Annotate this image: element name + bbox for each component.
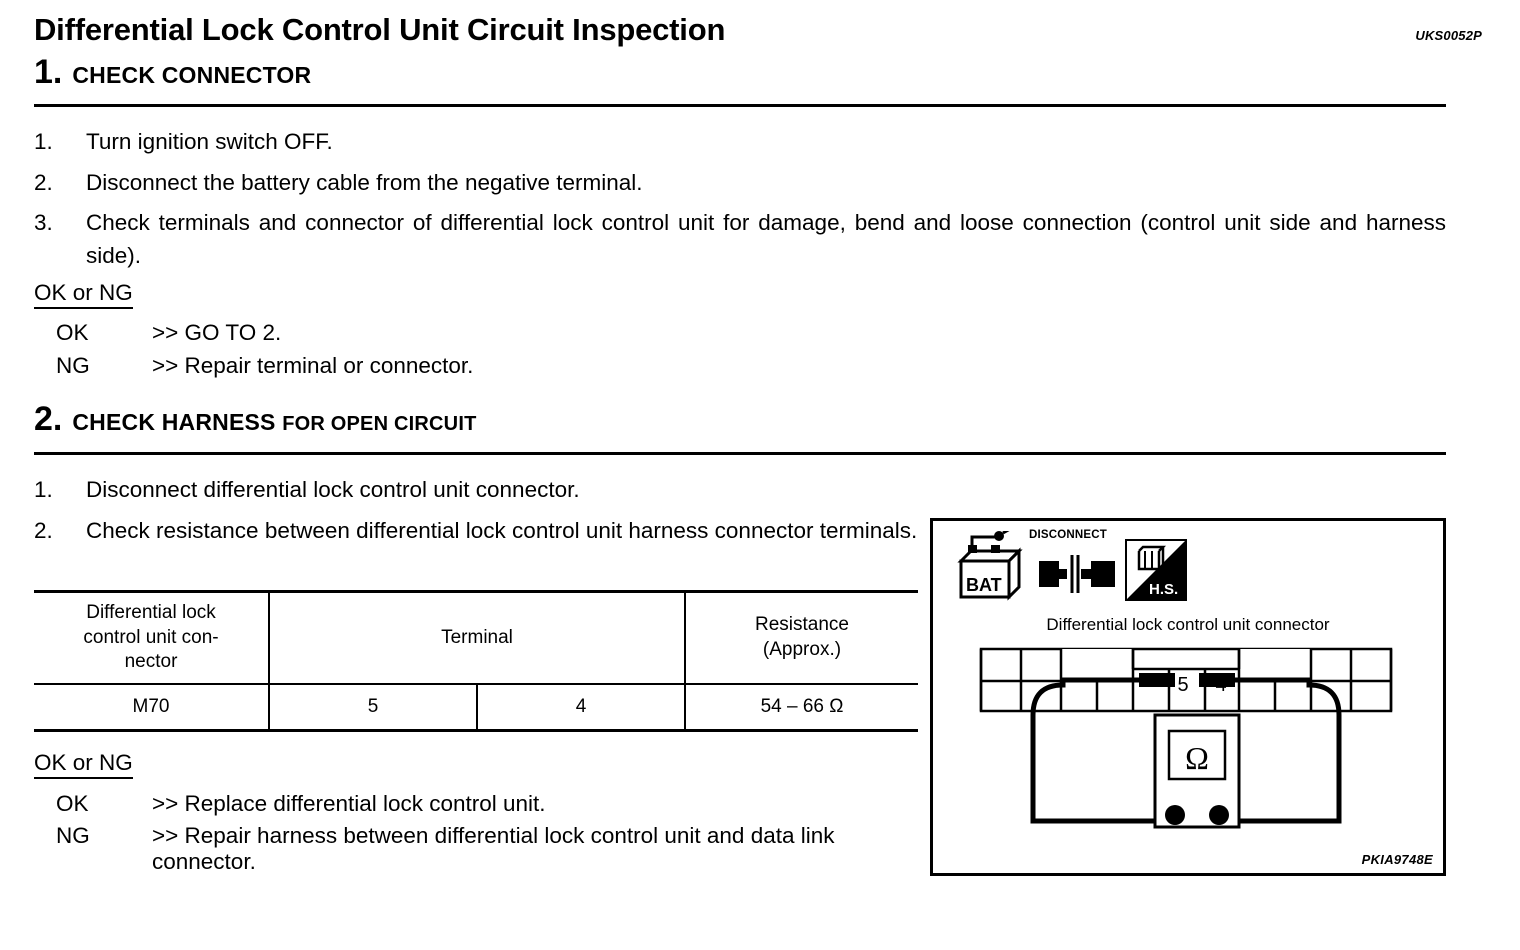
step-1-item-2 <box>34 167 1446 200</box>
result-value: >> GO TO 2. <box>152 320 282 345</box>
step-2-heading <box>34 402 477 436</box>
step-1-result-label: OK or NG <box>34 280 133 309</box>
table-body <box>34 684 918 731</box>
list-text: Check terminals and connector of differential lock control unit for damage, bend and loose connection (control unit side and harness side). <box>86 210 1446 268</box>
step-1-item-3 <box>34 207 1446 272</box>
step-2-number: 2. <box>34 400 63 438</box>
list-text: Check resistance between differential lock control unit harness connector terminals. <box>86 518 918 543</box>
step-1-title: CHECK CONNECTOR <box>72 62 312 88</box>
step-2-result-ng <box>56 823 936 875</box>
list-marker: 3. <box>34 210 53 235</box>
result-value: >> Repair harness between differential lock control unit and data link connector. <box>152 823 835 874</box>
result-key: NG <box>56 823 90 848</box>
result-value: >> Repair terminal or connector. <box>152 353 474 378</box>
hs-icon <box>1125 539 1187 601</box>
table-header <box>34 592 918 685</box>
battery-label: BAT <box>966 575 1002 595</box>
step-2-result-label: OK or NG <box>34 750 133 779</box>
list-text: Disconnect differential lock control unit connector. <box>86 477 580 502</box>
header-connector-line3: nector <box>124 651 178 673</box>
disconnect-icon <box>1035 551 1119 597</box>
list-marker: 1. <box>34 129 53 154</box>
figure-caption: Differential lock control unit connector <box>1046 615 1330 634</box>
pin-label-4: 4 <box>1215 674 1227 696</box>
step-2-title <box>72 409 476 436</box>
connector-diagram <box>933 639 1449 879</box>
list-marker: 2. <box>34 518 53 543</box>
pin-label-5: 5 <box>1177 674 1189 696</box>
disconnect-label: DISCONNECT <box>1029 529 1108 541</box>
result-key: OK <box>56 791 89 816</box>
step-1-result-ng <box>56 353 473 379</box>
figure-panel <box>930 518 1446 876</box>
figure-code: PKIA9748E <box>1361 852 1433 867</box>
table-header-row <box>34 592 918 685</box>
list-marker: 1. <box>34 477 53 502</box>
step-1-item-1 <box>34 126 1446 159</box>
result-key: NG <box>56 353 90 378</box>
cell-terminal-b: 4 <box>477 684 685 731</box>
header-connector-line2: control unit con- <box>83 626 219 648</box>
cell-connector: M70 <box>34 684 269 731</box>
header-resistance <box>685 592 918 685</box>
probe-terminal-right <box>1209 805 1229 825</box>
cell-terminal-a: 5 <box>269 684 477 731</box>
header-resistance-line1: Resistance <box>755 614 849 636</box>
step-2-title-bold: CHECK HARNESS <box>72 409 276 435</box>
table-row <box>34 684 918 731</box>
battery-icon <box>951 531 1027 603</box>
header-terminal: Terminal <box>269 592 685 685</box>
step-2-title-rest: FOR OPEN CIRCUIT <box>282 413 477 435</box>
step-1-heading <box>34 55 311 89</box>
document-code: UKS0052P <box>1415 28 1482 43</box>
header-connector <box>34 592 269 685</box>
result-value: >> Replace differential lock control unit. <box>152 791 546 816</box>
step-2-item-1 <box>34 474 934 507</box>
result-key: OK <box>56 320 89 345</box>
header-resistance-line2: (Approx.) <box>762 639 842 660</box>
list-text: Disconnect the battery cable from the negative terminal. <box>86 170 643 195</box>
cell-resistance: 54 – 66 Ω <box>685 684 918 731</box>
list-marker: 2. <box>34 170 53 195</box>
ohm-symbol: Ω <box>1185 740 1209 776</box>
header-connector-line1: Differential lock <box>86 601 216 623</box>
hs-label: H.S. <box>1149 581 1179 598</box>
step-2-item-2 <box>34 515 934 548</box>
step-1-result-ok <box>56 320 281 346</box>
step-2-result-ok <box>56 791 936 817</box>
resistance-table <box>34 590 918 732</box>
list-text: Turn ignition switch OFF. <box>86 129 333 154</box>
step-1-number: 1. <box>34 53 63 91</box>
probe-terminal-left <box>1165 805 1185 825</box>
page-title: Differential Lock Control Unit Circuit Inspection <box>34 12 726 47</box>
step-2-divider <box>34 452 1446 455</box>
step-1-divider <box>34 104 1446 107</box>
